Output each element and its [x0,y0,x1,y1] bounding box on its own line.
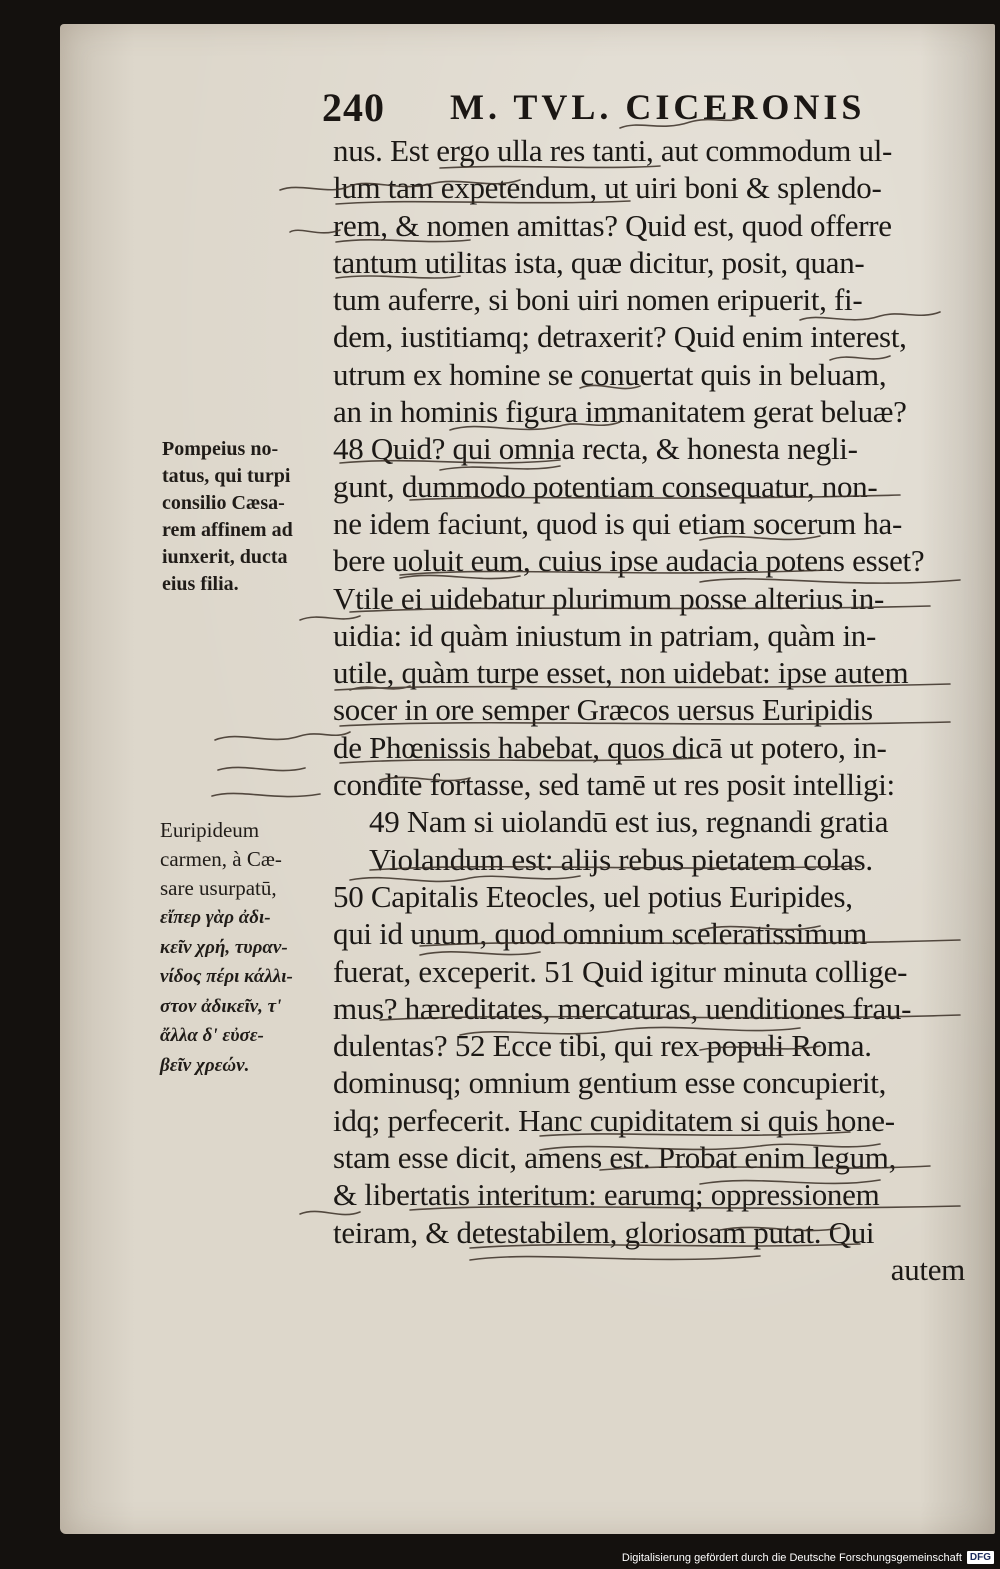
underline-stroke [350,606,930,612]
text-line: nus. Est ergo ulla res tanti, aut commodum ul- [333,133,893,168]
scribble [700,1046,820,1050]
text-line: qui id unum, quod omnium sceleratissimum [333,916,867,952]
text-line: ne idem faciunt, quod is qui etiam socerum ha- [333,505,903,541]
scribble [440,466,560,470]
scribble [350,876,580,881]
catchword: autem [890,1251,965,1287]
scribble [540,1144,880,1150]
scribble [212,793,320,796]
text-line: stam esse dicit, amens est. Probat enim legum, [333,1140,897,1176]
underline-stroke [470,1244,860,1248]
margin-note-line: Euripideum [160,818,260,842]
scribble [450,422,620,430]
verse-line: Violandum est: alijs rebus pietatem colas. [369,841,873,877]
underline-stroke [440,166,660,168]
dfg-logo: DFG [967,1551,994,1564]
underline-stroke [410,1206,960,1210]
margin-note-line: carmen, à Cæ- [160,847,282,871]
text-line: dominusq; omnium gentium esse concupierit, [333,1065,887,1101]
text-line: de Phœnissis habebat, quos dicā ut potero, in- [333,729,887,765]
scribble [830,356,890,360]
greek-verse-line: νίδος πέρι κάλλι- [160,966,293,987]
underline-stroke [335,684,950,690]
text-line: 50 Capitalis Eteocles, uel potius Euripides, [333,878,853,914]
scribble [700,536,820,540]
text-line: socer in ore semper Græcos uersus Euripidis [333,692,873,728]
margin-note-line: eius filia. [162,573,239,595]
underline-stroke [336,201,630,204]
footer-credit [622,1551,994,1564]
scribble [280,180,520,190]
text-line: Vtile ei uidebatur plurimum posse alterius in- [333,580,884,616]
scribble [720,1227,840,1230]
text-line: fuerat, exceperit. 51 Quid igitur minuta collige- [333,953,908,989]
text-line: tantum utilitas ista, quæ dicitur, posit, quan- [333,244,865,280]
margin-note-line: iunxerit, ducta [162,546,288,568]
text-line: lum tam expetendum, ut uiri boni & splendo- [333,170,882,206]
underline-stroke [400,570,830,575]
margin-note-line: Pompeius no- [162,438,279,460]
greek-verse-line: εἴπερ γὰρ ἀδι- [160,907,271,928]
scribble [700,579,960,583]
scribble [300,1211,360,1214]
page-number: 240 [322,85,385,130]
scribble [290,230,340,233]
greek-verse-line: ἄλλα δ' εὐσε- [160,1025,264,1046]
running-head: M. TVL. CICERONIS [450,87,866,127]
text-line: utrum ex homine se conuertat quis in beluam, [333,356,887,392]
scribble [470,1256,760,1260]
underline-stroke [540,1132,850,1136]
underline-stroke [340,722,950,726]
underline-stroke [340,460,560,463]
scribble [700,1180,880,1184]
text-line: rem, & nomen amittas? Quid est, quod offerre [333,207,892,243]
scribble [800,312,940,320]
scribble [580,385,640,388]
underline-stroke [336,240,470,242]
text-line: & libertatis interitum: earumq; oppressionem [333,1177,880,1213]
scribble [420,952,540,955]
scribble [218,767,305,770]
text-line: uidia: id quàm iniustum in patriam, quàm in- [333,617,876,653]
text-line: dulentas? 52 Ecce tibi, qui rex populi Roma. [333,1028,872,1064]
underline-stroke [410,495,900,500]
scribble [300,616,360,620]
text-line: bere uoluit eum, cuius ipse audacia potens esset? [333,543,925,579]
text-line: teiram, & detestabilem, gloriosam putat. Qui [333,1214,875,1250]
greek-verse-line: βεῖν χρεών. [160,1054,250,1076]
margin-note-line: rem affinem ad [162,519,293,541]
text-line: dem, iustitiamq; detraxerit? Quid enim interest, [333,319,907,355]
underline-stroke [380,1015,960,1020]
greek-verse-line: κεῖν χρή, τυραν- [160,936,288,958]
verse-line: 49 Nam si uiolandū est ius, regnandi gratia [369,804,889,840]
margin-note-line: consilio Cæsa- [162,492,285,514]
text-line: gunt, dummodo potentiam consequatur, non- [333,468,878,504]
text-line: mus? hæreditates, mercaturas, uenditiones frau- [333,990,912,1026]
text-line: condite fortasse, sed tamē ut res posit intelligi: [333,767,895,803]
margin-note-line: tatus, qui turpi [162,465,291,487]
underline-stroke [600,1166,930,1170]
scribble [700,926,820,930]
text-line: an in hominis figura immanitatem gerat beluæ? [333,394,907,430]
underline-stroke [340,758,700,763]
margin-note-line: sare usurpatū, [160,876,277,900]
text-line: idq; perfecerit. Hanc cupiditatem si quis hone- [333,1102,895,1138]
underline-stroke [370,866,860,870]
underline-stroke [420,940,960,946]
scribble [460,1027,800,1035]
scribble [620,118,740,128]
text-line: 48 Quid? qui omnia recta, & honesta negli- [333,431,858,467]
scribble [400,575,520,578]
text-line: utile, quàm turpe esset, non uidebat: ipse autem [333,655,909,691]
scribble [215,732,350,740]
greek-verse-line: στον ἀδικεῖν, τ' [160,995,282,1017]
scribble [380,777,470,780]
text-line: tum auferre, si boni uiri nomen eripuerit, fi- [333,282,863,318]
footer-text: Digitalisierung gefördert durch die Deutsche Forschungsgemeinschaft [621,1551,962,1564]
underline-stroke [336,276,460,278]
